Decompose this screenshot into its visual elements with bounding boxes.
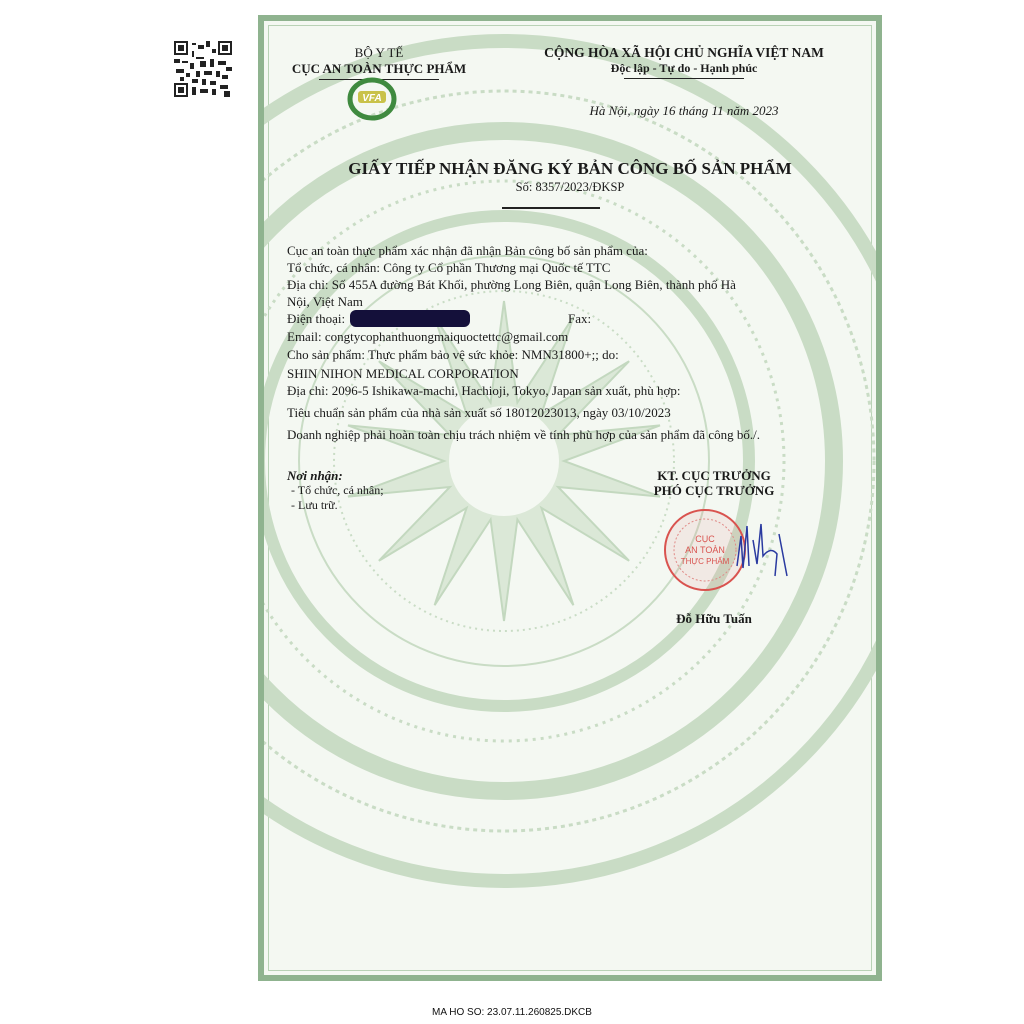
- email: Email: congtycophanthuongmaiquoctettc@gmail.com: [287, 329, 569, 344]
- vfa-logo-text: VFA: [362, 93, 382, 104]
- nation-name: CỘNG HÒA XÃ HỘI CHỦ NGHĨA VIỆT NAM: [544, 45, 824, 60]
- signer-title-2: PHÓ CỤC TRƯỞNG: [653, 483, 775, 498]
- redacted-phone: [350, 310, 470, 327]
- stamp-text: AN TOÀN: [685, 545, 725, 555]
- address-line-1: Địa chỉ: Số 455A đường Bát Khối, phường Long Biên, quận Long Biên, thành phố Hà: [287, 277, 736, 292]
- responsibility-statement: Doanh nghiệp phải hoàn toàn chịu trách nhiệm về tính phù hợp của sản phẩm đã công bố./.: [287, 427, 760, 442]
- agency-name: CỤC AN TOÀN THỰC PHẨM: [291, 61, 467, 76]
- product: Cho sản phẩm: Thực phẩm bảo vệ sức khỏe: NMN31800+;; do:: [287, 347, 619, 362]
- manufacturer: SHIN NIHON MEDICAL CORPORATION: [287, 366, 519, 381]
- signer-title-1: KT. CỤC TRƯỞNG: [657, 468, 771, 483]
- phone-label: Điện thoại:: [287, 311, 346, 326]
- organization: Tổ chức, cá nhân: Công ty Cổ phần Thương mại Quốc tế TTC: [287, 260, 611, 275]
- stamp-text: CỤC: [695, 534, 715, 544]
- title-rule: [502, 207, 600, 209]
- product-standard: Tiêu chuẩn sản phẩm của nhà sản xuất số 18012023013, ngày 03/10/2023: [287, 405, 671, 420]
- phone-row: [287, 310, 470, 327]
- fax-label: Fax:: [568, 311, 592, 326]
- national-motto: Độc lập - Tự do - Hạnh phúc: [610, 61, 758, 75]
- recipient-item: - Lưu trữ.: [291, 498, 338, 512]
- document-title: GIẤY TIẾP NHẬN ĐĂNG KÝ BẢN CÔNG BỐ SẢN PHẨM: [348, 159, 792, 178]
- ministry-name: BỘ Y TẾ: [354, 45, 404, 60]
- document-number: Số: 8357/2023/ĐKSP: [515, 180, 625, 194]
- recipients-label: Nơi nhận:: [287, 468, 343, 483]
- qr-code-icon: [174, 41, 232, 97]
- dossier-code: MA HO SO: 23.07.11.260825.DKCB: [432, 1007, 592, 1018]
- stamp-text: THỰC PHẨM: [680, 557, 730, 566]
- manufacturer-address: Địa chỉ: 2096-5 Ishikawa-machi, Hachioji, Tokyo, Japan sản xuất, phù hợp:: [287, 383, 681, 398]
- header-rule-right: [624, 78, 744, 79]
- drum-center: [449, 406, 559, 516]
- place-date: Hà Nội, ngày 16 tháng 11 năm 2023: [589, 103, 779, 118]
- address-line-2: Nội, Việt Nam: [287, 294, 363, 309]
- signature-ink: [737, 524, 787, 576]
- signer-name: Đỗ Hữu Tuấn: [676, 611, 752, 626]
- intro-line: Cục an toàn thực phẩm xác nhận đã nhận Bản công bố sản phẩm của:: [287, 243, 648, 258]
- certificate-document: [258, 15, 882, 981]
- recipient-item: - Tổ chức, cá nhân;: [291, 483, 384, 497]
- official-stamp: [659, 506, 809, 596]
- vfa-logo: [346, 77, 398, 121]
